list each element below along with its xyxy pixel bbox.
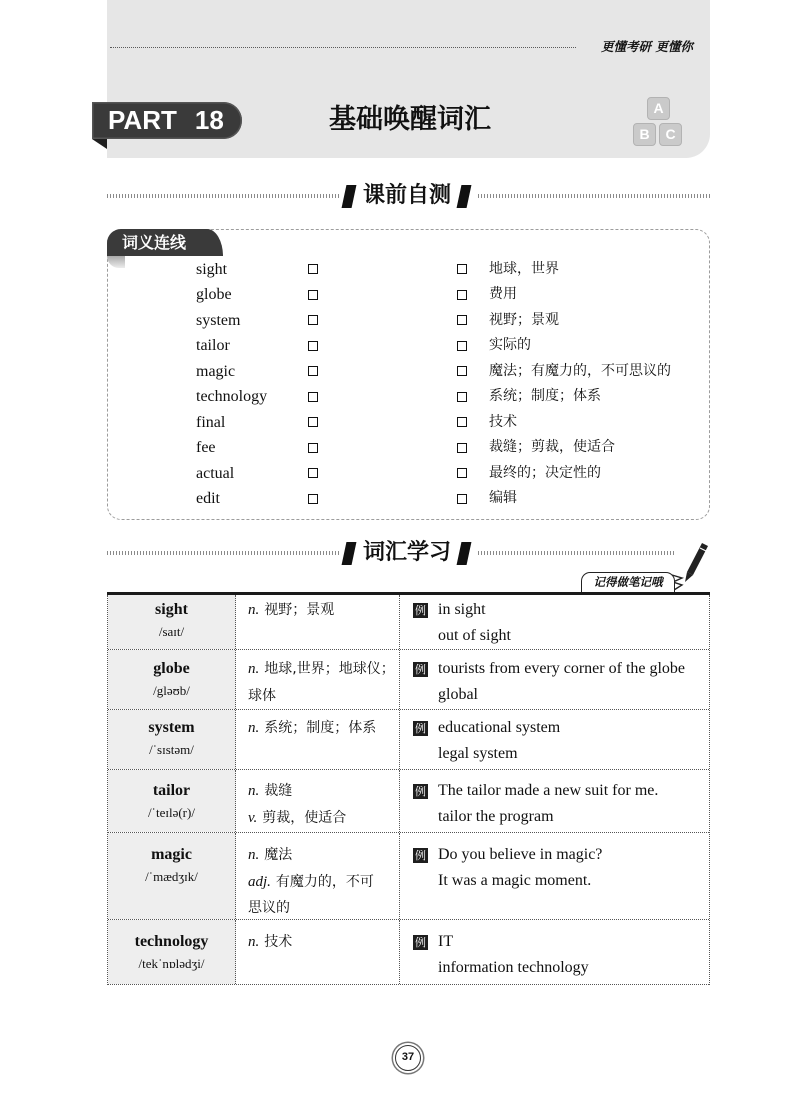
meaning-checkbox[interactable] bbox=[457, 341, 467, 351]
example-cell bbox=[400, 920, 709, 984]
meaning-checkbox[interactable] bbox=[457, 290, 467, 300]
definition-cell bbox=[236, 595, 400, 649]
match-meaning: 地球，世界 bbox=[489, 260, 559, 277]
example-line: IT bbox=[438, 933, 454, 951]
part-of-speech: n. bbox=[248, 847, 260, 864]
study-heading-hatch-left bbox=[107, 551, 339, 555]
part-of-speech: n. bbox=[248, 934, 260, 951]
definition-line bbox=[248, 656, 399, 683]
note-reminder-label: 记得做笔记哦 bbox=[581, 572, 675, 593]
definition-cell bbox=[236, 920, 400, 984]
word-checkbox[interactable] bbox=[308, 264, 318, 274]
word-checkbox[interactable] bbox=[308, 366, 318, 376]
example-line: tailor the program bbox=[438, 807, 554, 825]
definition-line bbox=[248, 895, 399, 922]
vocab-phonetic: /ˈsɪstəm/ bbox=[149, 742, 194, 757]
study-heading-bar-right bbox=[457, 542, 472, 565]
vocab-row-globe bbox=[108, 650, 709, 710]
match-row bbox=[0, 486, 800, 512]
abc-block-a: A bbox=[647, 97, 670, 120]
definition-text: 球体 bbox=[248, 687, 276, 704]
match-word: fee bbox=[196, 439, 216, 456]
match-word: system bbox=[196, 311, 241, 329]
definition-text: 思议的 bbox=[248, 900, 290, 917]
match-word: final bbox=[196, 413, 226, 431]
part-of-speech: n. bbox=[248, 661, 260, 678]
word-checkbox[interactable] bbox=[308, 290, 318, 300]
meaning-checkbox[interactable] bbox=[457, 468, 467, 478]
example-cell bbox=[400, 595, 709, 649]
example-line: legal system bbox=[438, 744, 518, 762]
word-checkbox[interactable] bbox=[308, 315, 318, 325]
definition-text: 剪裁，使适合 bbox=[262, 809, 347, 826]
definition-cell bbox=[236, 770, 400, 832]
header-dotted-rule bbox=[110, 47, 576, 48]
word-checkbox[interactable] bbox=[308, 494, 318, 504]
word-checkbox[interactable] bbox=[308, 392, 318, 402]
vocab-row-system bbox=[108, 710, 709, 770]
match-meaning: 最终的；决定性的 bbox=[489, 464, 601, 481]
part-label: PART bbox=[108, 105, 177, 135]
vocab-word: sight bbox=[155, 601, 188, 618]
word-checkbox[interactable] bbox=[308, 468, 318, 478]
study-heading-bar-left bbox=[342, 542, 357, 565]
vocab-table bbox=[107, 595, 710, 985]
example-line: out of sight bbox=[438, 626, 511, 644]
match-row bbox=[0, 308, 800, 334]
example-cell bbox=[400, 833, 709, 919]
part-number: 18 bbox=[194, 105, 224, 135]
match-meaning: 费用 bbox=[489, 286, 517, 302]
match-row bbox=[0, 359, 800, 385]
match-row bbox=[0, 435, 800, 461]
example-badge: 例 bbox=[415, 935, 426, 949]
example-badge: 例 bbox=[415, 848, 426, 862]
match-word: technology bbox=[196, 388, 268, 405]
meaning-checkbox[interactable] bbox=[457, 392, 467, 402]
study-heading-hatch-right bbox=[478, 551, 676, 555]
example-line: tourists from every corner of the globe bbox=[438, 660, 686, 678]
definition-text: 魔法 bbox=[264, 847, 293, 864]
part-of-speech: n. bbox=[248, 602, 260, 619]
vocab-phonetic: /saɪt/ bbox=[158, 624, 185, 639]
meaning-checkbox[interactable] bbox=[457, 315, 467, 325]
meaning-checkbox[interactable] bbox=[457, 443, 467, 453]
definition-line bbox=[248, 715, 399, 742]
vocab-word: tailor bbox=[152, 782, 191, 799]
example-cell bbox=[400, 710, 709, 769]
word-cell bbox=[108, 770, 236, 832]
vocab-word: globe bbox=[153, 660, 190, 677]
definition-text: 裁缝 bbox=[264, 783, 293, 800]
definition-text: 系统；制度；体系 bbox=[264, 720, 377, 737]
match-row bbox=[0, 461, 800, 487]
vocab-phonetic: /gləʊb/ bbox=[153, 683, 190, 698]
abc-block-b: B bbox=[633, 123, 656, 146]
word-checkbox[interactable] bbox=[308, 341, 318, 351]
match-word: actual bbox=[196, 464, 235, 482]
pretest-heading-bar-left bbox=[342, 185, 357, 208]
example-line: Do you believe in magic? bbox=[438, 846, 603, 864]
example-line: educational system bbox=[438, 719, 561, 737]
definition-line bbox=[248, 597, 399, 624]
word-cell bbox=[108, 920, 236, 984]
match-word: magic bbox=[196, 362, 236, 380]
word-cell bbox=[108, 833, 236, 919]
part-of-speech: adj. bbox=[248, 873, 271, 890]
definition-cell bbox=[236, 650, 400, 709]
word-checkbox[interactable] bbox=[308, 417, 318, 427]
definition-cell bbox=[236, 710, 400, 769]
example-badge: 例 bbox=[415, 784, 426, 798]
match-word: tailor bbox=[196, 337, 230, 354]
definition-cell bbox=[236, 833, 400, 919]
example-line: information technology bbox=[438, 958, 589, 976]
match-meaning: 技术 bbox=[489, 413, 517, 430]
match-row bbox=[0, 410, 800, 436]
pretest-heading-hatch-right bbox=[478, 194, 710, 198]
part-of-speech: n. bbox=[248, 720, 260, 737]
vocab-row-tailor bbox=[108, 770, 709, 833]
abc-block-c: C bbox=[659, 123, 682, 146]
example-line: in sight bbox=[438, 601, 486, 619]
meaning-checkbox[interactable] bbox=[457, 417, 467, 427]
match-word: globe bbox=[196, 286, 232, 303]
vocab-phonetic: /ˈteɪlə(r)/ bbox=[148, 805, 195, 820]
part-badge bbox=[92, 102, 242, 139]
vocab-phonetic: /ˈmædʒɪk/ bbox=[145, 869, 198, 884]
pretest-heading: 课前自测 bbox=[362, 183, 451, 208]
pretest-heading-hatch-left bbox=[107, 194, 339, 198]
example-badge: 例 bbox=[415, 721, 426, 735]
match-word: sight bbox=[196, 260, 228, 278]
matching-list bbox=[0, 257, 800, 512]
definition-line bbox=[248, 842, 399, 869]
match-meaning: 视野；景观 bbox=[489, 311, 559, 328]
match-meaning: 魔法；有魔力的，不可思议的 bbox=[489, 362, 671, 379]
page-title: 基础唤醒词汇 bbox=[329, 104, 491, 135]
definition-text: 地球,世界；地球仪； bbox=[264, 661, 395, 678]
study-heading: 词汇学习 bbox=[362, 540, 451, 565]
meaning-checkbox[interactable] bbox=[457, 494, 467, 504]
vocab-phonetic: /tekˈnɒlədʒi/ bbox=[138, 956, 205, 971]
word-cell bbox=[108, 710, 236, 769]
matching-tab-label: 词义连线 bbox=[107, 229, 223, 256]
match-meaning: 实际的 bbox=[489, 337, 531, 353]
part-badge-fold bbox=[92, 139, 107, 149]
match-row bbox=[0, 333, 800, 359]
vocab-row-magic bbox=[108, 833, 709, 920]
match-row bbox=[0, 384, 800, 410]
match-meaning: 编辑 bbox=[489, 490, 517, 506]
match-row bbox=[0, 282, 800, 308]
header-slogan: 更懂考研 更懂你 bbox=[601, 39, 693, 54]
example-line: The tailor made a new suit for me. bbox=[438, 782, 659, 800]
definition-text: 有魔力的，不可 bbox=[275, 873, 374, 890]
definition-line bbox=[248, 683, 399, 710]
vocab-row-technology bbox=[108, 920, 709, 985]
page-number: 37 bbox=[395, 1045, 421, 1071]
example-cell bbox=[400, 770, 709, 832]
example-badge: 例 bbox=[415, 603, 426, 617]
word-cell bbox=[108, 650, 236, 709]
example-line: global bbox=[438, 685, 478, 703]
match-word: edit bbox=[196, 490, 220, 507]
word-checkbox[interactable] bbox=[308, 443, 318, 453]
match-meaning: 系统；制度；体系 bbox=[489, 388, 601, 404]
vocab-word: technology bbox=[134, 933, 209, 950]
vocab-word: system bbox=[148, 719, 195, 736]
match-meaning: 裁缝；剪裁，使适合 bbox=[489, 439, 615, 455]
definition-text: 视野；景观 bbox=[264, 602, 335, 619]
match-row bbox=[0, 257, 800, 283]
pretest-heading-bar-right bbox=[457, 185, 472, 208]
definition-line bbox=[248, 929, 399, 956]
meaning-checkbox[interactable] bbox=[457, 366, 467, 376]
vocab-row-sight bbox=[108, 595, 709, 650]
example-badge: 例 bbox=[415, 662, 426, 676]
example-cell bbox=[400, 650, 709, 709]
part-of-speech: v. bbox=[248, 809, 258, 826]
example-line: It was a magic moment. bbox=[438, 871, 592, 889]
part-of-speech: n. bbox=[248, 783, 260, 800]
vocab-word: magic bbox=[151, 846, 192, 863]
meaning-checkbox[interactable] bbox=[457, 264, 467, 274]
definition-line bbox=[248, 778, 399, 805]
definition-line bbox=[248, 869, 399, 896]
definition-line bbox=[248, 805, 399, 832]
word-cell bbox=[108, 595, 236, 649]
definition-text: 技术 bbox=[264, 934, 293, 951]
